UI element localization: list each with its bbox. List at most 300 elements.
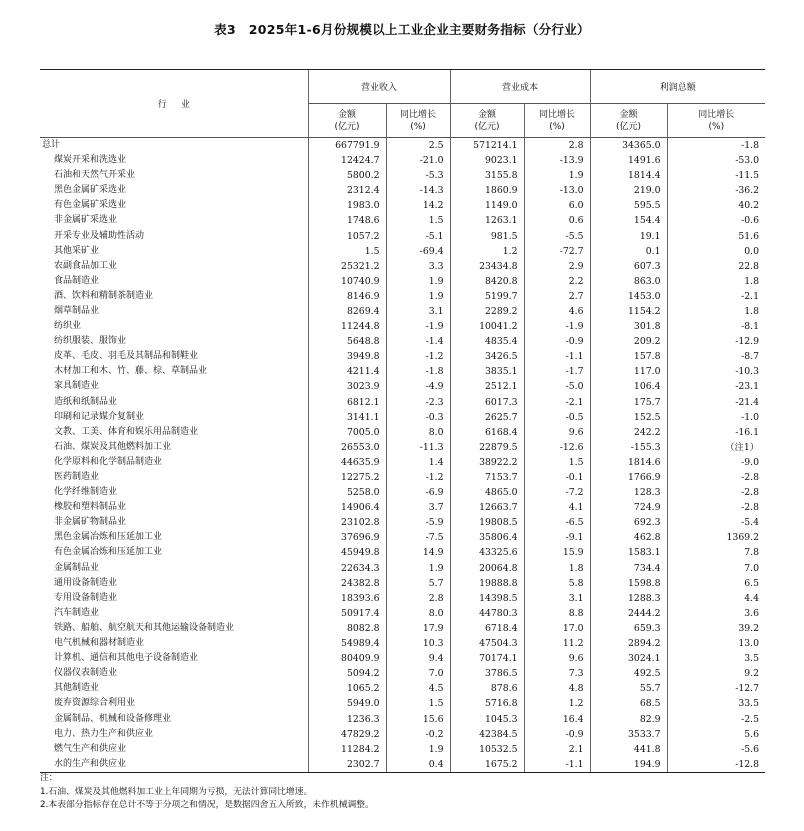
cost-growth: 1.2: [524, 696, 590, 711]
header-revenue-growth: 同比增长 (%): [386, 104, 450, 138]
industry-name: 水的生产和供应业: [40, 757, 308, 773]
profit-amount: 242.2: [590, 425, 667, 440]
table-row: [40, 545, 765, 560]
cost-amount: 2289.2: [450, 304, 524, 319]
revenue-amount: 25321.2: [308, 259, 386, 274]
profit-growth: -53.0: [667, 153, 765, 168]
cost-amount: 1.2: [450, 244, 524, 259]
industry-name: 铁路、船舶、航空航天和其他运输设备制造业: [54, 622, 235, 633]
revenue-amount: 2312.4: [308, 183, 386, 198]
profit-amount: 1583.1: [590, 545, 667, 560]
profit-growth: -2.1: [667, 289, 765, 304]
revenue-amount: 2302.7: [308, 757, 386, 773]
profit-amount: 128.3: [590, 485, 667, 500]
cost-growth: 17.0: [524, 621, 590, 636]
profit-amount: 0.1: [590, 244, 667, 259]
cost-growth: -0.9: [524, 727, 590, 742]
table-row: [40, 636, 765, 651]
cost-amount: 2512.1: [450, 379, 524, 394]
revenue-amount: 5800.2: [308, 168, 386, 183]
header-cost-amount: 金额 (亿元): [450, 104, 524, 138]
cost-growth: -13.0: [524, 183, 590, 198]
footnotes: [40, 772, 770, 813]
profit-amount: 659.3: [590, 621, 667, 636]
revenue-amount: 4211.4: [308, 364, 386, 379]
cost-amount: 1860.9: [450, 183, 524, 198]
profit-amount: 492.5: [590, 666, 667, 681]
cost-growth: -2.1: [524, 395, 590, 410]
footnote-1: 1.石油、煤炭及其他燃料加工业上年同期为亏损，无法计算同比增速。: [40, 786, 313, 797]
cost-growth: -1.9: [524, 319, 590, 334]
table-row: [40, 168, 765, 183]
table-row: [40, 651, 765, 666]
profit-growth: -2.5: [667, 711, 765, 726]
revenue-amount: 3023.9: [308, 379, 386, 394]
profit-growth: 33.5: [667, 696, 765, 711]
profit-amount: 2444.2: [590, 606, 667, 621]
profit-growth: 9.2: [667, 666, 765, 681]
cost-growth: 1.9: [524, 168, 590, 183]
industry-name: 废弃资源综合利用业: [54, 698, 136, 709]
header-cost: 营业成本: [450, 70, 590, 104]
profit-amount: 1154.2: [590, 304, 667, 319]
revenue-growth: -2.3: [386, 395, 450, 410]
table-row: [40, 621, 765, 636]
header-row-groups: [40, 70, 765, 104]
table-row: [40, 591, 765, 606]
profit-growth: -23.1: [667, 379, 765, 394]
revenue-amount: 10740.9: [308, 274, 386, 289]
industry-name: 燃气生产和供应业: [54, 743, 127, 754]
industry-name: 仪器仪表制造业: [54, 668, 118, 679]
profit-amount: 1766.9: [590, 470, 667, 485]
industry-name: 金属制品、机械和设备修理业: [54, 713, 172, 724]
profit-amount: 194.9: [590, 757, 667, 773]
profit-amount: 595.5: [590, 198, 667, 213]
revenue-growth: 1.9: [386, 289, 450, 304]
footnote-label: 注：: [40, 773, 58, 783]
revenue-amount: 45949.8: [308, 545, 386, 560]
cost-amount: 10532.5: [450, 742, 524, 757]
industry-name: 纺织业: [54, 321, 82, 332]
profit-growth: -8.1: [667, 319, 765, 334]
cost-amount: 7153.7: [450, 470, 524, 485]
cost-amount: 19808.5: [450, 515, 524, 530]
table-row: [40, 561, 765, 576]
revenue-growth: 0.4: [386, 757, 450, 773]
table-row: [40, 410, 765, 425]
revenue-amount: 8269.4: [308, 304, 386, 319]
table-row: [40, 455, 765, 470]
cost-amount: 12663.7: [450, 500, 524, 515]
revenue-growth: -6.9: [386, 485, 450, 500]
cost-amount: 42384.5: [450, 727, 524, 742]
cost-amount: 19888.8: [450, 576, 524, 591]
table-row: [40, 666, 765, 681]
cost-amount: 8420.8: [450, 274, 524, 289]
industry-name: 木材加工和木、竹、藤、棕、草制品业: [54, 366, 208, 377]
profit-amount: 157.8: [590, 349, 667, 364]
cost-amount: 44780.3: [450, 606, 524, 621]
revenue-growth: 9.4: [386, 651, 450, 666]
revenue-amount: 24382.8: [308, 576, 386, 591]
profit-growth: -2.8: [667, 500, 765, 515]
cost-growth: 4.1: [524, 500, 590, 515]
revenue-amount: 11244.8: [308, 319, 386, 334]
cost-amount: 3786.5: [450, 666, 524, 681]
cost-growth: 2.2: [524, 274, 590, 289]
profit-amount: 301.8: [590, 319, 667, 334]
industry-name: 皮革、毛皮、羽毛及其制品和制鞋业: [54, 351, 199, 362]
revenue-amount: 50917.4: [308, 606, 386, 621]
table-row: [40, 727, 765, 742]
profit-amount: 55.7: [590, 681, 667, 696]
profit-growth: -10.3: [667, 364, 765, 379]
table-row: [40, 696, 765, 711]
revenue-amount: 12275.2: [308, 470, 386, 485]
cost-amount: 1045.3: [450, 711, 524, 726]
profit-growth: -8.7: [667, 349, 765, 364]
profit-amount: 152.5: [590, 410, 667, 425]
cost-growth: 0.6: [524, 213, 590, 228]
cost-growth: 5.8: [524, 576, 590, 591]
cost-growth: -1.7: [524, 364, 590, 379]
profit-growth: 5.6: [667, 727, 765, 742]
revenue-growth: 8.0: [386, 425, 450, 440]
profit-amount: 154.4: [590, 213, 667, 228]
profit-growth: 1.8: [667, 304, 765, 319]
profit-growth: -21.4: [667, 395, 765, 410]
cost-growth: 9.6: [524, 425, 590, 440]
table-row: [40, 681, 765, 696]
profit-growth: -5.4: [667, 515, 765, 530]
industry-name: 化学原料和化学制品制造业: [54, 456, 163, 467]
industry-name: 石油、煤炭及其他燃料加工业: [54, 441, 172, 452]
revenue-amount: 3141.1: [308, 410, 386, 425]
profit-growth: -16.1: [667, 425, 765, 440]
revenue-amount: 8146.9: [308, 289, 386, 304]
revenue-growth: -4.9: [386, 379, 450, 394]
cost-growth: -6.5: [524, 515, 590, 530]
cost-growth: 3.1: [524, 591, 590, 606]
industry-name: 煤炭开采和洗选业: [54, 155, 127, 166]
profit-growth: 1.8: [667, 274, 765, 289]
revenue-growth: 7.0: [386, 666, 450, 681]
revenue-amount: 12424.7: [308, 153, 386, 168]
table-row: [40, 244, 765, 259]
industry-name: 医药制造业: [54, 472, 100, 483]
industry-name: 开采专业及辅助性活动: [54, 230, 145, 241]
table-row: [40, 742, 765, 757]
revenue-growth: -7.5: [386, 530, 450, 545]
cost-amount: 1263.1: [450, 213, 524, 228]
header-profit-amount: 金额 (亿元): [590, 104, 667, 138]
revenue-growth: 14.9: [386, 545, 450, 560]
revenue-amount: 5258.0: [308, 485, 386, 500]
cost-growth: -5.0: [524, 379, 590, 394]
cost-amount: 2625.7: [450, 410, 524, 425]
table-row: [40, 259, 765, 274]
table-row: [40, 500, 765, 515]
table-row: [40, 183, 765, 198]
industry-name: 有色金属矿采选业: [54, 200, 127, 211]
profit-amount: 462.8: [590, 530, 667, 545]
profit-amount: 1598.8: [590, 576, 667, 591]
industry-name: 石油和天然气开采业: [54, 170, 136, 181]
revenue-amount: 54989.4: [308, 636, 386, 651]
profit-amount: 607.3: [590, 259, 667, 274]
revenue-amount: 11284.2: [308, 742, 386, 757]
profit-amount: 175.7: [590, 395, 667, 410]
cost-amount: 5716.8: [450, 696, 524, 711]
cost-growth: 1.5: [524, 455, 590, 470]
revenue-growth: 2.8: [386, 591, 450, 606]
revenue-amount: 18393.6: [308, 591, 386, 606]
revenue-amount: 3949.8: [308, 349, 386, 364]
table-row: [40, 515, 765, 530]
revenue-amount: 44635.9: [308, 455, 386, 470]
industry-name: 文教、工美、体育和娱乐用品制造业: [54, 426, 199, 437]
cost-amount: 4835.4: [450, 334, 524, 349]
cost-amount: 47504.3: [450, 636, 524, 651]
cost-growth: -7.2: [524, 485, 590, 500]
cost-amount: 6017.3: [450, 395, 524, 410]
cost-amount: 6168.4: [450, 425, 524, 440]
profit-amount: 441.8: [590, 742, 667, 757]
cost-amount: 9023.1: [450, 153, 524, 168]
profit-amount: 724.9: [590, 500, 667, 515]
header-profit-growth: 同比增长 (%): [667, 104, 765, 138]
profit-amount: 1814.4: [590, 168, 667, 183]
cost-growth: 2.7: [524, 289, 590, 304]
revenue-amount: 23102.8: [308, 515, 386, 530]
profit-growth: 40.2: [667, 198, 765, 213]
revenue-growth: 1.9: [386, 742, 450, 757]
industry-name: 通用设备制造业: [54, 577, 118, 588]
table-row: [40, 576, 765, 591]
revenue-growth: -0.3: [386, 410, 450, 425]
header-revenue-amount: 金额 (亿元): [308, 104, 386, 138]
revenue-amount: 1236.3: [308, 711, 386, 726]
profit-growth: 6.5: [667, 576, 765, 591]
profit-growth: -0.6: [667, 213, 765, 228]
profit-growth: 13.0: [667, 636, 765, 651]
revenue-amount: 22634.3: [308, 561, 386, 576]
revenue-growth: 1.4: [386, 455, 450, 470]
table-row: [40, 440, 765, 455]
cost-growth: -9.1: [524, 530, 590, 545]
profit-growth: -11.5: [667, 168, 765, 183]
cost-amount: 5199.7: [450, 289, 524, 304]
revenue-growth: 1.5: [386, 213, 450, 228]
cost-growth: -12.6: [524, 440, 590, 455]
cost-amount: 6718.4: [450, 621, 524, 636]
revenue-growth: -5.9: [386, 515, 450, 530]
profit-growth: 7.0: [667, 561, 765, 576]
cost-growth: 16.4: [524, 711, 590, 726]
header-industry: 行业: [40, 70, 308, 138]
industry-name: 印刷和记录媒介复制业: [54, 411, 145, 422]
profit-growth: -2.8: [667, 485, 765, 500]
profit-amount: 106.4: [590, 379, 667, 394]
industry-name: 纺织服装、服饰业: [54, 336, 127, 347]
profit-growth: （注1）: [667, 440, 765, 455]
cost-amount: 23434.8: [450, 259, 524, 274]
cost-growth: 9.6: [524, 651, 590, 666]
cost-amount: 4865.0: [450, 485, 524, 500]
cost-amount: 22879.5: [450, 440, 524, 455]
revenue-growth: -69.4: [386, 244, 450, 259]
profit-amount: 3024.1: [590, 651, 667, 666]
profit-growth: 0.0: [667, 244, 765, 259]
revenue-growth: -14.3: [386, 183, 450, 198]
revenue-amount: 8082.8: [308, 621, 386, 636]
industry-name: 专用设备制造业: [54, 592, 118, 603]
revenue-growth: 3.3: [386, 259, 450, 274]
industry-name: 有色金属冶炼和压延加工业: [54, 547, 163, 558]
cost-growth: -5.5: [524, 228, 590, 243]
cost-growth: 11.2: [524, 636, 590, 651]
revenue-growth: 15.6: [386, 711, 450, 726]
profit-growth: -12.7: [667, 681, 765, 696]
industry-name: 烟草制品业: [54, 305, 100, 316]
cost-growth: 1.8: [524, 561, 590, 576]
cost-growth: -0.5: [524, 410, 590, 425]
profit-amount: 1814.6: [590, 455, 667, 470]
table-row: [40, 530, 765, 545]
revenue-amount: 47829.2: [308, 727, 386, 742]
revenue-amount: 80409.9: [308, 651, 386, 666]
table-row: [40, 334, 765, 349]
cost-amount: 14398.5: [450, 591, 524, 606]
cost-growth: -13.9: [524, 153, 590, 168]
cost-growth: -1.1: [524, 757, 590, 773]
table-row: [40, 379, 765, 394]
industry-name: 家具制造业: [54, 381, 100, 392]
profit-amount: 209.2: [590, 334, 667, 349]
profit-amount: 19.1: [590, 228, 667, 243]
cost-growth: 15.9: [524, 545, 590, 560]
revenue-growth: 1.9: [386, 274, 450, 289]
revenue-amount: 5094.2: [308, 666, 386, 681]
profit-growth: 39.2: [667, 621, 765, 636]
revenue-amount: 7005.0: [308, 425, 386, 440]
revenue-growth: -5.3: [386, 168, 450, 183]
table-row: [40, 198, 765, 213]
revenue-amount: 6812.1: [308, 395, 386, 410]
financial-indicators-table: [40, 69, 765, 773]
cost-growth: 2.9: [524, 259, 590, 274]
industry-name: 总计: [42, 140, 61, 150]
profit-amount: 1491.6: [590, 153, 667, 168]
table-row: [40, 711, 765, 726]
header-cost-growth: 同比增长 (%): [524, 104, 590, 138]
table-row: [40, 274, 765, 289]
table-row: [40, 757, 765, 773]
profit-amount: 734.4: [590, 561, 667, 576]
revenue-growth: 3.1: [386, 304, 450, 319]
revenue-growth: -1.8: [386, 364, 450, 379]
profit-amount: 2894.2: [590, 636, 667, 651]
table-row: [40, 304, 765, 319]
revenue-growth: 14.2: [386, 198, 450, 213]
cost-growth: -0.1: [524, 470, 590, 485]
revenue-amount: 5648.8: [308, 334, 386, 349]
industry-name: 汽车制造业: [54, 607, 100, 618]
industry-name: 非金属矿物制品业: [54, 517, 127, 528]
header-revenue: 营业收入: [308, 70, 450, 104]
industry-name: 黑色金属矿采选业: [54, 185, 127, 196]
table-row: [40, 470, 765, 485]
cost-growth: 4.6: [524, 304, 590, 319]
profit-growth: -2.8: [667, 470, 765, 485]
cost-amount: 981.5: [450, 228, 524, 243]
profit-growth: -5.6: [667, 742, 765, 757]
profit-growth: -1.0: [667, 410, 765, 425]
revenue-growth: 3.7: [386, 500, 450, 515]
revenue-amount: 1983.0: [308, 198, 386, 213]
table-row: [40, 364, 765, 379]
cost-growth: -72.7: [524, 244, 590, 259]
revenue-amount: 14906.4: [308, 500, 386, 515]
revenue-growth: 1.5: [386, 696, 450, 711]
table-row: [40, 349, 765, 364]
revenue-amount: 1057.2: [308, 228, 386, 243]
table-row: [40, 153, 765, 168]
cost-amount: 43325.6: [450, 545, 524, 560]
industry-name: 电力、热力生产和供应业: [54, 728, 154, 739]
revenue-growth: -1.9: [386, 319, 450, 334]
profit-amount: 3533.7: [590, 727, 667, 742]
revenue-growth: -1.4: [386, 334, 450, 349]
revenue-growth: -21.0: [386, 153, 450, 168]
cost-growth: 8.8: [524, 606, 590, 621]
cost-amount: 3155.8: [450, 168, 524, 183]
profit-amount: 68.5: [590, 696, 667, 711]
cost-growth: 6.0: [524, 198, 590, 213]
profit-growth: -12.8: [667, 757, 765, 773]
industry-name: 其他制造业: [54, 683, 100, 694]
table-row: [40, 606, 765, 621]
table-row: [40, 395, 765, 410]
revenue-amount: 26553.0: [308, 440, 386, 455]
industry-name: 金属制品业: [54, 562, 100, 573]
cost-growth: 2.1: [524, 742, 590, 757]
industry-name: 农副食品加工业: [54, 260, 118, 271]
revenue-amount: 667791.9: [308, 138, 386, 154]
table-row: [40, 213, 765, 228]
page-title: 表3 2025年1-6月份规模以上工业企业主要财务指标（分行业）: [214, 22, 590, 37]
header-profit: 利润总额: [590, 70, 765, 104]
profit-amount: 117.0: [590, 364, 667, 379]
industry-name: 电气机械和器材制造业: [54, 638, 145, 649]
table-row: [40, 228, 765, 243]
cost-growth: -0.9: [524, 334, 590, 349]
profit-growth: -1.8: [667, 138, 765, 154]
cost-amount: 35806.4: [450, 530, 524, 545]
revenue-amount: 37696.9: [308, 530, 386, 545]
revenue-amount: 5949.0: [308, 696, 386, 711]
industry-name: 其他采矿业: [54, 245, 100, 256]
profit-amount: 1288.3: [590, 591, 667, 606]
cost-growth: 4.8: [524, 681, 590, 696]
table-row: [40, 425, 765, 440]
profit-amount: 34365.0: [590, 138, 667, 154]
industry-name: 食品制造业: [54, 275, 100, 286]
table-row: [40, 319, 765, 334]
profit-amount: 863.0: [590, 274, 667, 289]
cost-amount: 1149.0: [450, 198, 524, 213]
